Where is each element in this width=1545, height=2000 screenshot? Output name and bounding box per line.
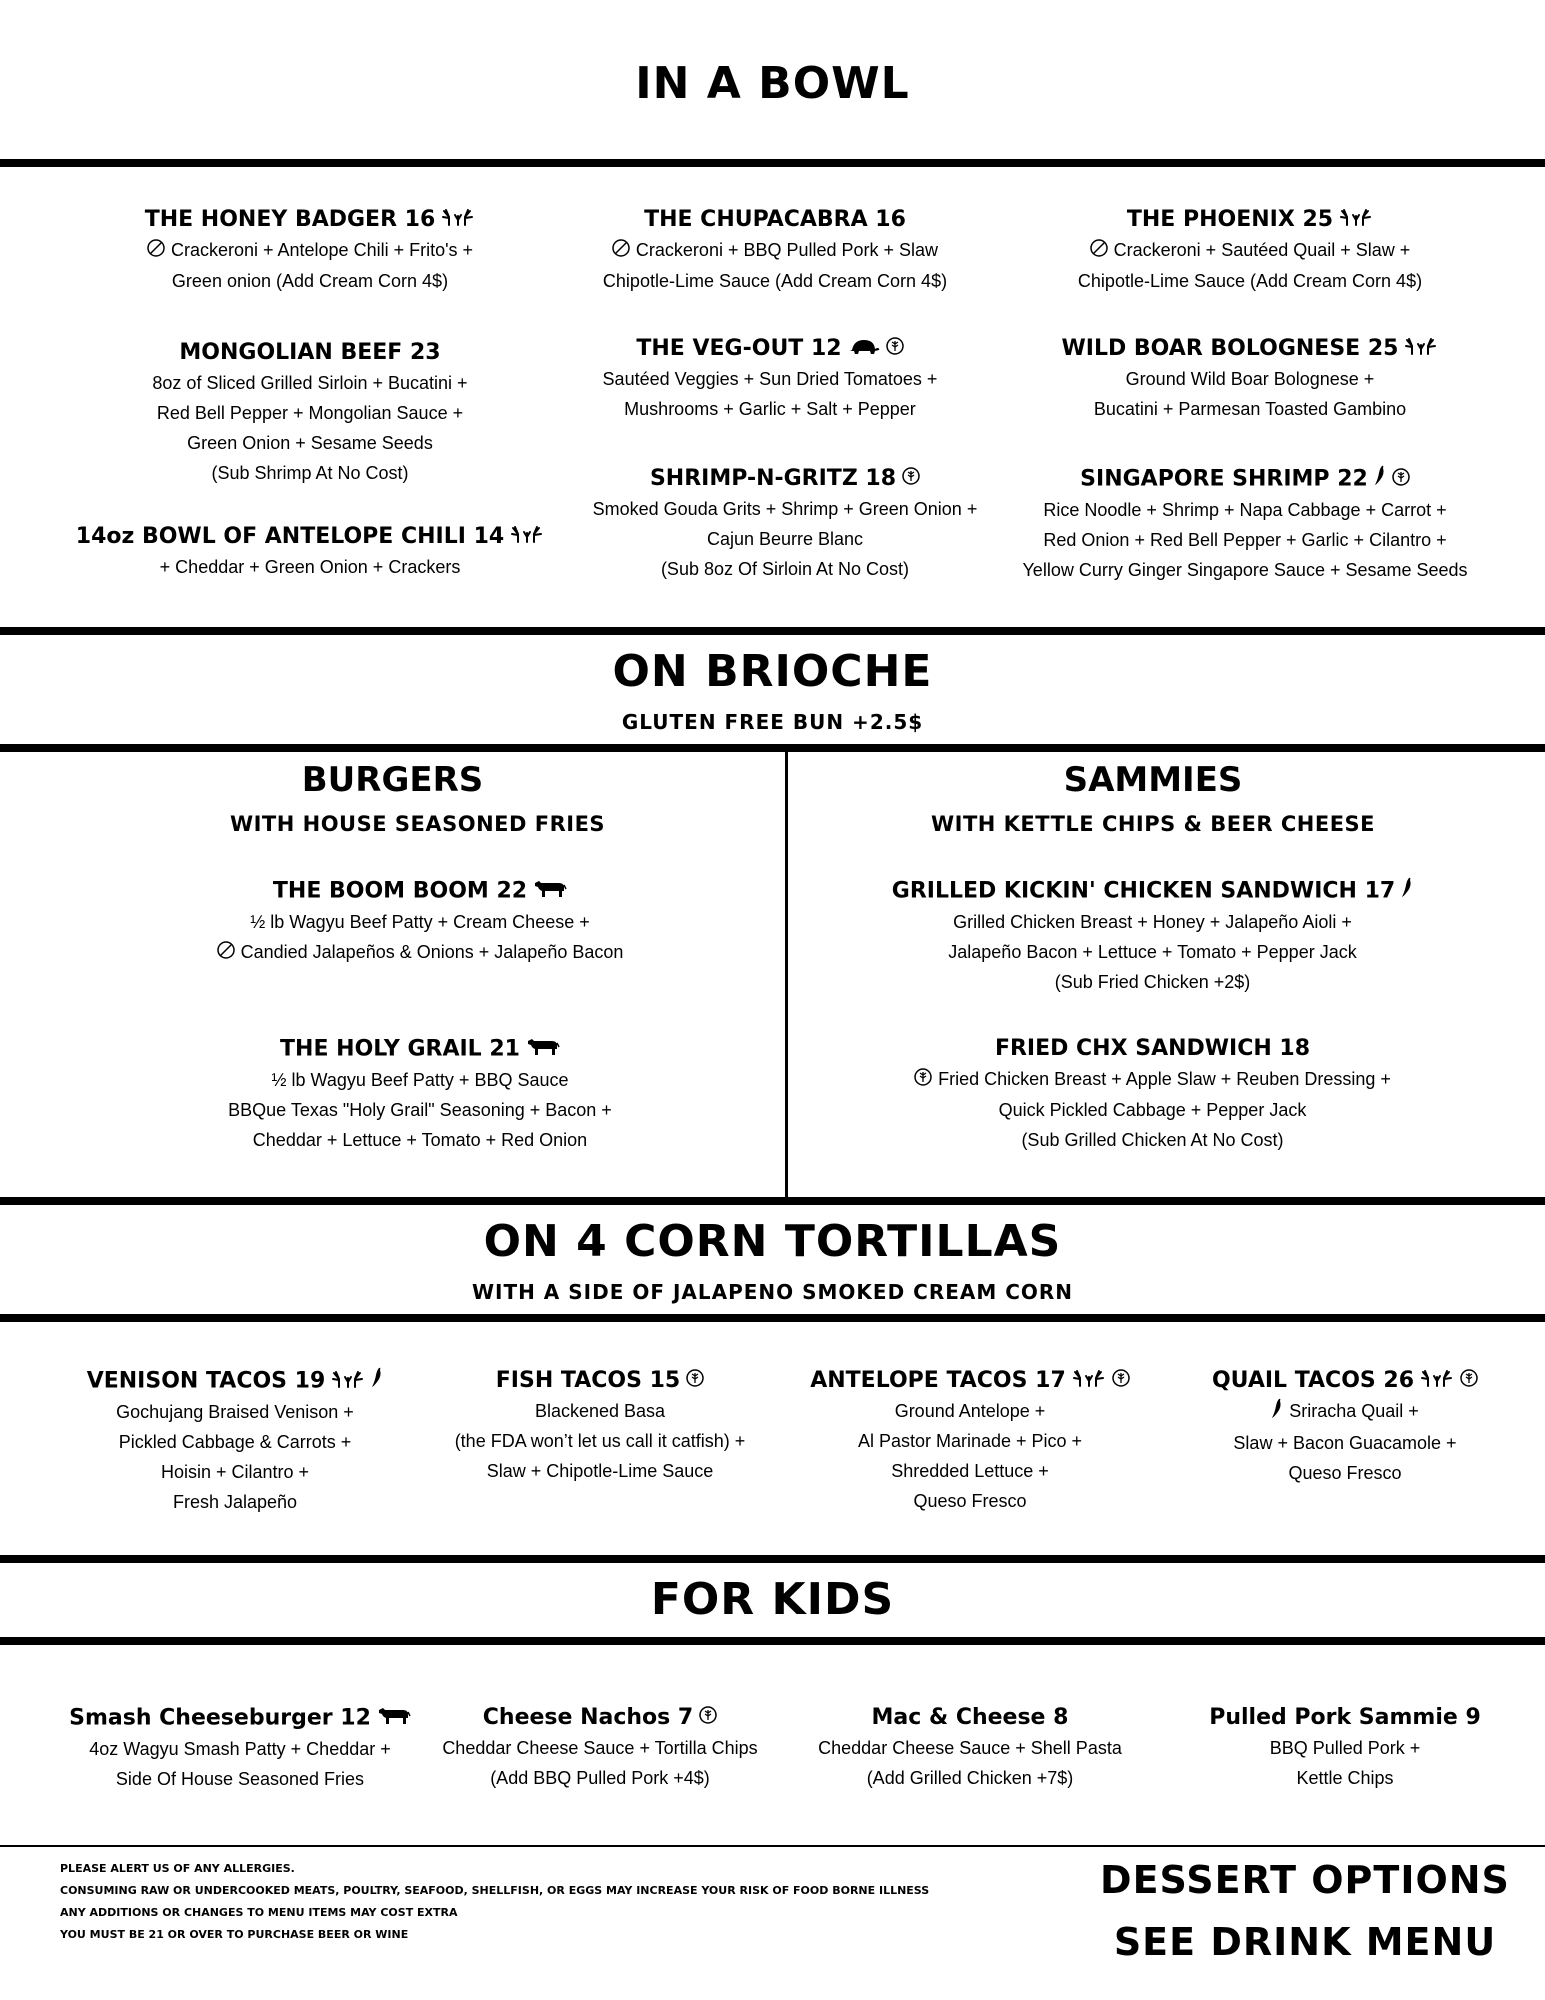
- description-line: [400, 1426, 800, 1456]
- section-title-bowl: IN A BOWL: [635, 58, 910, 109]
- menu-item-name-text: THE BOOM BOOM 22: [272, 878, 528, 904]
- description-line: [80, 235, 540, 266]
- description-text: + Cheddar + Green Onion + Crackers: [159, 557, 461, 577]
- menu-item: [800, 1034, 1505, 1155]
- menu-item-name: [40, 1366, 430, 1397]
- menu-item: [1160, 1366, 1530, 1488]
- menu-item-name: [1040, 205, 1460, 235]
- menu-item: [560, 334, 980, 424]
- description-text: (Sub Grilled Chicken At No Cost): [1021, 1130, 1284, 1151]
- menu-item-name-text: ANTELOPE TACOS 17: [810, 1368, 1066, 1393]
- description-text: Fried Chicken Breast + Apple Slaw + Reuben Dressing +: [938, 1069, 1391, 1089]
- menu-item: [780, 1366, 1160, 1516]
- description-text: (Sub 8oz Of Sirloin At No Cost): [660, 559, 910, 579]
- description-text: ½ lb Wagyu Beef Patty + BBQ Sauce: [271, 1070, 569, 1090]
- menu-item-name: [790, 1703, 1150, 1733]
- description-line: [50, 1734, 430, 1764]
- description-text: Cheddar + Lettuce + Tomato + Red Onion: [252, 1130, 588, 1150]
- menu-item-description: [790, 1733, 1150, 1793]
- description-line: [60, 1125, 780, 1155]
- description-line: [800, 907, 1505, 937]
- description-text: Crackeroni + Antelope Chili + Frito's +: [170, 240, 474, 260]
- description-line: [580, 235, 970, 266]
- menu-item-name: [80, 338, 540, 368]
- description-line: [800, 967, 1505, 997]
- section-title-tortillas: ON 4 CORN TORTILLAS: [483, 1216, 1062, 1267]
- disclaimer-line: ANY ADDITIONS OR CHANGES TO MENU ITEMS MAY COST EXTRA: [60, 1906, 458, 1919]
- description-text: Yellow Curry Ginger Singapore Sauce + Sesame Seeds: [1022, 560, 1468, 580]
- description-line: [80, 368, 540, 398]
- menu-item-name-text: QUAIL TACOS 26: [1211, 1368, 1415, 1393]
- menu-item-name: [400, 1366, 800, 1396]
- menu-item-name-text: FISH TACOS 15: [495, 1368, 681, 1393]
- see-drink-menu-heading: SEE DRINK MENU: [1113, 1920, 1497, 1964]
- divider: [0, 1555, 1545, 1563]
- antlers-icon: [441, 205, 475, 235]
- description-line: [40, 1457, 430, 1487]
- menu-item: [990, 464, 1500, 585]
- wheat-icon: [914, 1065, 932, 1095]
- wheat-icon: [1112, 1366, 1130, 1396]
- menu-item-name: [780, 1366, 1160, 1396]
- description-text: Grilled Chicken Breast + Honey + Jalapeño Aioli +: [953, 912, 1352, 932]
- menu-item-description: [60, 1065, 780, 1155]
- menu-item: [80, 338, 540, 488]
- description-line: [40, 1397, 430, 1427]
- description-text: Green onion (Add Cream Corn 4$): [171, 271, 449, 292]
- menu-item: [60, 1034, 780, 1155]
- menu-item: [580, 205, 970, 296]
- description-text: BBQue Texas "Holy Grail" Seasoning + Bacon +: [228, 1100, 612, 1120]
- menu-item: [80, 205, 540, 296]
- menu-item: [1040, 205, 1460, 296]
- menu-item-name: [60, 522, 560, 552]
- description-text: Side Of House Seasoned Fries: [115, 1769, 365, 1789]
- menu-item-description: [50, 1734, 430, 1794]
- description-line: [60, 1095, 780, 1125]
- menu-item: [40, 1366, 430, 1517]
- description-line: [420, 1733, 780, 1763]
- menu-item-description: [800, 907, 1505, 997]
- description-line: [1040, 394, 1460, 424]
- description-line: [1160, 1428, 1530, 1458]
- menu-item-name-text: GRILLED KICKIN' CHICKEN SANDWICH 17: [891, 878, 1396, 904]
- description-text: Rice Noodle + Shrimp + Napa Cabbage + Carrot +: [1043, 500, 1447, 520]
- description-text: Red Onion + Red Bell Pepper + Garlic + Cilantro +: [1043, 530, 1447, 550]
- description-line: [800, 1095, 1505, 1125]
- description-line: [800, 1125, 1505, 1155]
- description-line: [780, 1456, 1160, 1486]
- description-text: Quick Pickled Cabbage + Pepper Jack: [998, 1100, 1307, 1121]
- menu-item-name-text: MONGOLIAN BEEF 23: [179, 340, 441, 365]
- menu-item-description: [1040, 364, 1460, 424]
- divider: [0, 1314, 1545, 1322]
- menu-item-name: [560, 334, 980, 364]
- menu-item-name: [800, 876, 1505, 907]
- menu-item-name-text: Smash Cheeseburger 12: [69, 1705, 371, 1731]
- description-line: [1160, 1763, 1530, 1793]
- description-line: [60, 907, 780, 937]
- no-gluten-icon: [612, 236, 630, 266]
- description-text: Slaw + Bacon Guacamole +: [1233, 1432, 1457, 1453]
- menu-item-name-text: Mac & Cheese 8: [871, 1705, 1069, 1730]
- description-text: Bucatini + Parmesan Toasted Gambino: [1093, 399, 1407, 419]
- menu-item-name-text: Pulled Pork Sammie 9: [1209, 1705, 1481, 1730]
- menu-item-description: [420, 1733, 780, 1793]
- menu-item-description: [1160, 1733, 1530, 1793]
- menu-item-name: [990, 464, 1500, 495]
- wheat-icon: [886, 334, 904, 364]
- description-line: [40, 1427, 430, 1457]
- description-line: [560, 494, 1010, 524]
- antlers-icon: [510, 522, 544, 552]
- description-text: (Sub Shrimp At No Cost): [211, 463, 409, 483]
- cow-icon: [377, 1703, 411, 1734]
- description-text: Queso Fresco: [913, 1491, 1027, 1511]
- pepper-icon: [1374, 464, 1386, 495]
- description-text: (the FDA won’t let us call it catfish) +: [454, 1431, 746, 1451]
- menu-item-name-text: 14oz BOWL OF ANTELOPE CHILI 14: [75, 524, 505, 549]
- description-text: Fresh Jalapeño: [172, 1492, 298, 1512]
- cow-icon: [533, 876, 567, 907]
- menu-item-name-text: THE PHOENIX 25: [1126, 207, 1334, 232]
- divider: [0, 744, 1545, 752]
- divider: [0, 1637, 1545, 1645]
- description-line: [780, 1426, 1160, 1456]
- menu-item-name-text: THE VEG-OUT 12: [636, 336, 842, 361]
- sammies-title: SAMMIES: [1063, 760, 1243, 800]
- antlers-icon: [331, 1367, 365, 1397]
- description-line: [50, 1764, 430, 1794]
- menu-item: [1040, 334, 1460, 424]
- description-text: Ground Antelope +: [894, 1401, 1046, 1421]
- description-text: Chipotle-Lime Sauce (Add Cream Corn 4$): [1077, 271, 1423, 292]
- description-text: Cajun Beurre Blanc: [706, 529, 864, 549]
- menu-item-name-text: THE HOLY GRAIL 21: [280, 1036, 520, 1062]
- description-text: Hoisin + Cilantro +: [160, 1462, 310, 1482]
- description-text: Blackened Basa: [534, 1401, 666, 1421]
- turtle-icon: [848, 334, 880, 364]
- menu-item-description: [1160, 1396, 1530, 1488]
- description-text: (Sub Fried Chicken +2$): [1054, 972, 1251, 992]
- menu-item-name: [1160, 1366, 1530, 1396]
- menu-item-description: [990, 495, 1500, 585]
- description-text: 4oz Wagyu Smash Patty + Cheddar +: [89, 1739, 391, 1759]
- description-line: [780, 1486, 1160, 1516]
- disclaimer-line: YOU MUST BE 21 OR OVER TO PURCHASE BEER OR WINE: [60, 1928, 409, 1941]
- wheat-icon: [902, 464, 920, 494]
- description-line: [420, 1763, 780, 1793]
- menu-item-description: [60, 552, 560, 582]
- description-line: [790, 1733, 1150, 1763]
- description-line: [790, 1763, 1150, 1793]
- menu-item: [790, 1703, 1150, 1793]
- description-line: [80, 266, 540, 296]
- menu-item-name-text: THE HONEY BADGER 16: [144, 207, 436, 232]
- menu-item-name: [560, 464, 1010, 494]
- menu-item: [400, 1366, 800, 1486]
- dessert-options-heading: DESSERT OPTIONS: [1100, 1858, 1510, 1902]
- menu-item: [420, 1703, 780, 1793]
- menu-item-description: [80, 368, 540, 488]
- description-text: Candied Jalapeños & Onions + Jalapeño Bacon: [240, 942, 624, 962]
- description-text: ½ lb Wagyu Beef Patty + Cream Cheese +: [250, 912, 590, 932]
- description-text: Chipotle-Lime Sauce (Add Cream Corn 4$): [602, 271, 948, 292]
- description-line: [1160, 1458, 1530, 1488]
- menu-item: [800, 876, 1505, 997]
- description-line: [990, 525, 1500, 555]
- description-line: [560, 524, 1010, 554]
- description-line: [800, 937, 1505, 967]
- no-gluten-icon: [1090, 236, 1108, 266]
- menu-item-name-text: THE CHUPACABRA 16: [644, 207, 906, 232]
- description-text: Smoked Gouda Grits + Shrimp + Green Onion +: [592, 499, 978, 519]
- no-gluten-icon: [217, 938, 235, 968]
- description-text: Cheddar Cheese Sauce + Shell Pasta: [818, 1738, 1122, 1758]
- description-line: [400, 1456, 800, 1486]
- description-line: [80, 398, 540, 428]
- description-line: [1040, 235, 1460, 266]
- menu-item-name-text: SHRIMP-N-GRITZ 18: [649, 466, 897, 491]
- menu-item-name-text: Cheese Nachos 7: [482, 1705, 694, 1730]
- antlers-icon: [1420, 1366, 1454, 1396]
- description-text: Crackeroni + BBQ Pulled Pork + Slaw: [635, 240, 939, 260]
- menu-item-name: [1160, 1703, 1530, 1733]
- description-text: Crackeroni + Sautéed Quail + Slaw +: [1113, 240, 1411, 260]
- menu-item: [50, 1703, 430, 1794]
- burgers-subtitle: WITH HOUSE SEASONED FRIES: [229, 812, 606, 836]
- description-text: Al Pastor Marinade + Pico +: [857, 1431, 1083, 1451]
- wheat-icon: [686, 1366, 704, 1396]
- pepper-icon: [371, 1366, 383, 1397]
- cow-icon: [526, 1034, 560, 1065]
- antlers-icon: [1339, 205, 1373, 235]
- description-text: BBQ Pulled Pork +: [1269, 1738, 1421, 1758]
- menu-item-name-text: FRIED CHX SANDWICH 18: [994, 1036, 1311, 1061]
- menu-item-description: [400, 1396, 800, 1486]
- description-text: Red Bell Pepper + Mongolian Sauce +: [156, 403, 464, 423]
- footer-divider: [0, 1845, 1545, 1847]
- description-text: Gochujang Braised Venison +: [116, 1402, 354, 1422]
- description-line: [60, 552, 560, 582]
- wheat-icon: [1460, 1366, 1478, 1396]
- description-line: [1040, 364, 1460, 394]
- description-text: Sriracha Quail +: [1289, 1401, 1419, 1421]
- no-gluten-icon: [147, 236, 165, 266]
- menu-item: [60, 522, 560, 582]
- description-text: Ground Wild Boar Bolognese +: [1125, 369, 1375, 389]
- description-text: (Add BBQ Pulled Pork +4$): [490, 1768, 710, 1788]
- divider: [0, 627, 1545, 635]
- description-line: [780, 1396, 1160, 1426]
- antlers-icon: [1404, 334, 1438, 364]
- description-text: Jalapeño Bacon + Lettuce + Tomato + Pepper Jack: [948, 942, 1357, 962]
- menu-item-description: [800, 1064, 1505, 1155]
- menu-item-name: [420, 1703, 780, 1733]
- divider: [0, 1197, 1545, 1205]
- divider: [0, 159, 1545, 167]
- pepper-icon: [1401, 876, 1413, 907]
- wheat-icon: [1392, 465, 1410, 495]
- description-line: [1040, 266, 1460, 296]
- menu-item-description: [560, 494, 1010, 584]
- description-line: [1160, 1733, 1530, 1763]
- menu-item-name: [580, 205, 970, 235]
- description-text: Cheddar Cheese Sauce + Tortilla Chips: [442, 1738, 758, 1758]
- menu-item: [560, 464, 1010, 584]
- description-text: (Add Grilled Chicken +7$): [866, 1768, 1074, 1788]
- menu-item-description: [560, 364, 980, 424]
- disclaimer-line: CONSUMING RAW OR UNDERCOOKED MEATS, POULTRY, SEAFOOD, SHELLFISH, OR EGGS MAY INCREASE YOUR RISK OF FOOD BORNE ILLNESS: [60, 1884, 930, 1897]
- sammies-subtitle: WITH KETTLE CHIPS & BEER CHEESE: [930, 812, 1376, 836]
- menu-item-name: [60, 1034, 780, 1065]
- menu-item-description: [580, 235, 970, 296]
- description-line: [400, 1396, 800, 1426]
- description-line: [560, 394, 980, 424]
- description-text: Mushrooms + Garlic + Salt + Pepper: [624, 399, 916, 419]
- section-subtitle-brioche: GLUTEN FREE BUN +2.5$: [621, 710, 924, 734]
- description-line: [60, 1065, 780, 1095]
- description-text: 8oz of Sliced Grilled Sirloin + Bucatini +: [152, 373, 468, 393]
- menu-item-description: [40, 1397, 430, 1517]
- antlers-icon: [1072, 1366, 1106, 1396]
- description-line: [990, 495, 1500, 525]
- section-title-kids: FOR KIDS: [650, 1574, 895, 1625]
- pepper-icon: [1271, 1397, 1283, 1428]
- description-line: [40, 1487, 430, 1517]
- burgers-title: BURGERS: [301, 760, 484, 800]
- menu-item-name: [800, 1034, 1505, 1064]
- menu-item-name: [60, 876, 780, 907]
- menu-item-name: [1040, 334, 1460, 364]
- description-line: [800, 1064, 1505, 1095]
- menu-item: [60, 876, 780, 968]
- menu-item-description: [60, 907, 780, 968]
- disclaimer-block: [60, 1858, 929, 1946]
- description-line: [580, 266, 970, 296]
- description-text: Sautéed Veggies + Sun Dried Tomatoes +: [602, 369, 938, 389]
- menu-item-description: [1040, 235, 1460, 296]
- menu-item-name: [50, 1703, 430, 1734]
- disclaimer-line: PLEASE ALERT US OF ANY ALLERGIES.: [60, 1862, 295, 1875]
- description-line: [80, 458, 540, 488]
- description-line: [60, 937, 780, 968]
- wheat-icon: [699, 1703, 717, 1733]
- description-text: Green Onion + Sesame Seeds: [187, 433, 433, 453]
- section-subtitle-tortillas: WITH A SIDE OF JALAPENO SMOKED CREAM CORN: [471, 1280, 1074, 1304]
- description-line: [560, 364, 980, 394]
- section-title-brioche: ON BRIOCHE: [612, 646, 933, 697]
- menu-item-name: [80, 205, 540, 235]
- menu-item-name-text: SINGAPORE SHRIMP 22: [1080, 466, 1368, 492]
- description-text: Shredded Lettuce +: [891, 1461, 1049, 1481]
- description-text: Slaw + Chipotle-Lime Sauce: [486, 1461, 714, 1481]
- description-text: Queso Fresco: [1288, 1462, 1402, 1483]
- menu-item-description: [780, 1396, 1160, 1516]
- description-line: [80, 428, 540, 458]
- menu-item-name-text: WILD BOAR BOLOGNESE 25: [1061, 336, 1399, 361]
- description-line: [1160, 1396, 1530, 1428]
- description-line: [560, 554, 1010, 584]
- description-text: Pickled Cabbage & Carrots +: [118, 1432, 352, 1452]
- menu-item-description: [80, 235, 540, 296]
- menu-item-name-text: VENISON TACOS 19: [86, 1368, 326, 1394]
- menu-item: [1160, 1703, 1530, 1793]
- description-line: [990, 555, 1500, 585]
- description-text: Kettle Chips: [1296, 1768, 1394, 1788]
